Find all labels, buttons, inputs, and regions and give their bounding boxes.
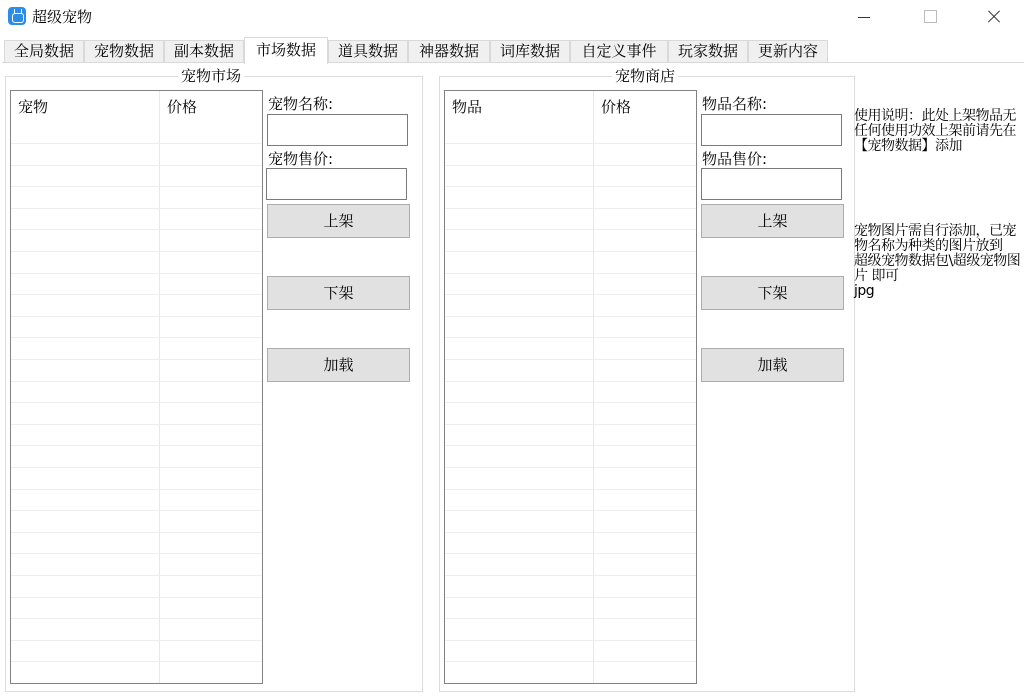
- list-row-separator: [445, 532, 696, 533]
- pet-price-label: 宠物售价:: [268, 150, 334, 168]
- list-row-separator: [445, 359, 696, 360]
- item-price-input[interactable]: [701, 168, 842, 200]
- column-header-item[interactable]: 物品: [452, 98, 483, 116]
- list-row-separator: [445, 618, 696, 619]
- list-row-separator: [11, 143, 262, 144]
- list-row-separator: [11, 597, 262, 598]
- list-row-separator: [11, 661, 262, 662]
- maximize-button[interactable]: [906, 0, 952, 34]
- pet-market-title: 宠物市场: [178, 66, 244, 86]
- pet-list-button[interactable]: 上架: [267, 204, 410, 238]
- list-row-separator: [445, 294, 696, 295]
- list-row-separator: [11, 424, 262, 425]
- list-row-separator: [445, 251, 696, 252]
- list-row-separator: [445, 186, 696, 187]
- pet-shop-title: 宠物商店: [612, 66, 678, 86]
- pet-name-label: 宠物名称:: [268, 95, 334, 113]
- list-row-separator: [11, 165, 262, 166]
- list-row-separator: [445, 597, 696, 598]
- pet-market-list[interactable]: [10, 90, 263, 684]
- list-row-separator: [11, 208, 262, 209]
- list-row-separator: [445, 575, 696, 576]
- list-row-separator: [11, 359, 262, 360]
- pet-load-button[interactable]: 加载: [267, 348, 410, 382]
- list-row-separator: [11, 575, 262, 576]
- window-title: 超级宠物: [32, 8, 93, 26]
- tab-item-data[interactable]: 道具数据: [328, 40, 408, 63]
- tab-dungeon-data[interactable]: 副本数据: [164, 40, 244, 63]
- app-robot-icon: [8, 7, 26, 25]
- list-row-separator: [11, 510, 262, 511]
- tab-update-content[interactable]: 更新内容: [748, 40, 828, 63]
- usage-note: 使用说明：此处上架物品无任何使用功效上架前请先在【宠物数据】添加: [854, 108, 1016, 154]
- notes-spacer: [854, 184, 1022, 194]
- tab-strip: [0, 36, 1024, 64]
- tab-panel-border: [2, 62, 1024, 63]
- list-row-separator: [11, 618, 262, 619]
- column-header-price[interactable]: 价格: [601, 98, 632, 116]
- tab-player-data[interactable]: 玩家数据: [668, 40, 748, 63]
- list-row-separator: [445, 661, 696, 662]
- tab-global-data[interactable]: 全局数据: [4, 40, 84, 63]
- list-row-separator: [11, 381, 262, 382]
- list-row-separator: [11, 489, 262, 490]
- minimize-button[interactable]: [840, 0, 886, 34]
- column-header-pet[interactable]: 宠物: [18, 98, 49, 116]
- list-row-separator: [445, 143, 696, 144]
- tab-pet-data[interactable]: 宠物数据: [84, 40, 164, 63]
- pet-shop-list-header: [445, 91, 696, 143]
- pet-shop-list[interactable]: [444, 90, 697, 684]
- column-header-price[interactable]: 价格: [167, 98, 198, 116]
- list-row-separator: [11, 251, 262, 252]
- list-row-separator: [445, 381, 696, 382]
- list-row-separator: [445, 445, 696, 446]
- list-row-separator: [11, 273, 262, 274]
- list-row-separator: [445, 402, 696, 403]
- list-row-separator: [445, 316, 696, 317]
- pet-market-list-header: [11, 91, 262, 143]
- list-row-separator: [11, 553, 262, 554]
- list-row-separator: [11, 445, 262, 446]
- list-row-separator: [445, 424, 696, 425]
- tab-lexicon-data[interactable]: 词库数据: [490, 40, 570, 63]
- column-divider: [159, 91, 160, 683]
- item-load-button[interactable]: 加载: [701, 348, 844, 382]
- list-row-separator: [445, 640, 696, 641]
- list-row-separator: [11, 402, 262, 403]
- list-row-separator: [445, 553, 696, 554]
- list-row-separator: [11, 467, 262, 468]
- item-list-button[interactable]: 上架: [701, 204, 844, 238]
- list-row-separator: [445, 337, 696, 338]
- list-row-separator: [445, 229, 696, 230]
- list-row-separator: [11, 337, 262, 338]
- close-button[interactable]: [970, 0, 1016, 34]
- list-row-separator: [445, 208, 696, 209]
- pet-delist-button[interactable]: 下架: [267, 276, 410, 310]
- tab-custom-events[interactable]: 自定义事件: [570, 40, 668, 63]
- list-row-separator: [11, 532, 262, 533]
- usage-notes: [854, 79, 1022, 314]
- tab-artifact-data[interactable]: 神器数据: [408, 40, 490, 63]
- item-delist-button[interactable]: 下架: [701, 276, 844, 310]
- list-row-separator: [445, 273, 696, 274]
- list-row-separator: [445, 467, 696, 468]
- list-row-separator: [11, 229, 262, 230]
- tab-market-data[interactable]: 市场数据: [244, 37, 328, 64]
- list-row-separator: [11, 294, 262, 295]
- list-row-separator: [445, 510, 696, 511]
- list-row-separator: [445, 165, 696, 166]
- list-row-separator: [445, 489, 696, 490]
- pet-price-input[interactable]: [266, 168, 407, 200]
- pet-name-input[interactable]: [267, 114, 408, 146]
- image-note: 宠物图片需自行添加，已宠物名称为种类的图片放到 超级宠物数据包\超级宠物图片 即可 jpg: [854, 223, 1021, 299]
- item-name-label: 物品名称:: [702, 95, 768, 113]
- list-row-separator: [11, 640, 262, 641]
- list-row-separator: [11, 316, 262, 317]
- title-bar: [0, 0, 1024, 36]
- column-divider: [593, 91, 594, 683]
- item-name-input[interactable]: [701, 114, 842, 146]
- item-price-label: 物品售价:: [702, 150, 768, 168]
- list-row-separator: [11, 186, 262, 187]
